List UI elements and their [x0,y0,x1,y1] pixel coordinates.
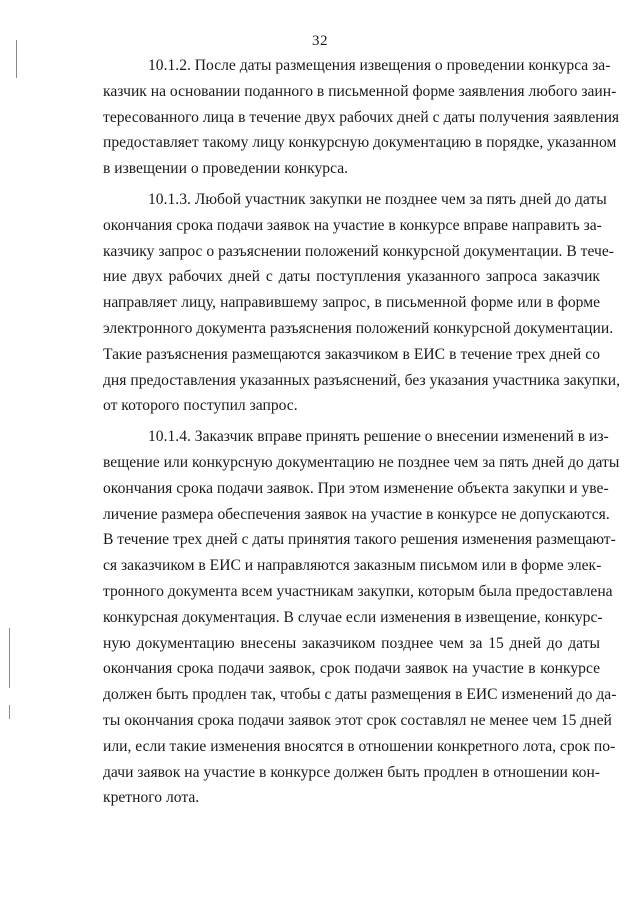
scan-edge-mark-bottom [9,705,10,719]
text-line: окончания срока подачи заявок, срок подачи заявок на участие в конкурсе [103,660,600,678]
text-line: ние двух рабочих дней с даты поступления указанного запроса заказчик [103,268,600,286]
text-line: 10.1.2. После даты размещения извещения о проведении конкурса за- [148,57,611,74]
text-line: ся заказчиком в ЕИС и направляются заказным письмом или в форме элек- [103,557,602,575]
text-line: вещение или конкурсную документацию не позднее чем за пять дней до даты [103,453,620,471]
text-line: казчик на основании поданного в письменной форме заявления любого заин- [103,82,617,100]
text-line: в извещении о проведении конкурса. [103,160,349,178]
document-body [103,53,621,811]
paragraph-10-1-3 [103,187,621,419]
text-line: дня предоставления указанных разъяснений, без указания участника закупки, [103,371,621,389]
text-line: направляет лицу, направившему запрос, в письменной форме или в форме [103,294,600,312]
paragraph-10-1-2 [103,53,620,182]
text-line: должен быть продлен так, чтобы с даты размещения в ЕИС изменений до да- [103,686,617,704]
text-line: 10.1.3. Любой участник закупки не позднее чем за пять дней до даты [148,190,607,208]
text-line: 10.1.4. Заказчик вправе принять решение о внесении изменений в из- [148,428,609,446]
text-line: личение размера обеспечения заявок на участие в конкурсе не допускаются. [103,505,610,523]
text-line: Такие разъяснения размещаются заказчиком в ЕИС в течение трех дней со [103,345,600,363]
text-line: кретного лота. [103,789,200,807]
text-line: тронного документа всем участникам закупки, которым была предоставлена [103,582,613,600]
text-line: казчику запрос о разъяснении положений конкурсной документации. В тече- [103,242,614,260]
paragraph-10-1-4 [103,424,620,811]
text-line: тересованного лица в течение двух рабочих дней с даты получения заявления [103,108,620,126]
text-line: ты окончания срока подачи заявок этот срок составлял не менее чем 15 дней [103,711,612,729]
text-line: конкурсная документация. В случае если изменения в извещение, конкурс- [103,608,603,626]
text-line: ную документацию внесены заказчиком позднее чем за 15 дней до даты [103,634,600,652]
text-line: электронного документа разъяснения положений конкурсной документации. [103,319,614,337]
text-line: окончания срока подачи заявок. При этом изменение объекта закупки и уве- [103,479,609,497]
text-line: предоставляет такому лицу конкурсную документацию в порядке, указанном [103,134,617,152]
page-number: 32 [312,33,328,49]
scan-edge-mark-middle [9,628,10,688]
text-line: дачи заявок на участие в конкурсе должен быть продлен в отношении кон- [103,763,600,781]
text-line: от которого поступил запрос. [103,397,298,415]
text-line: окончания срока подачи заявок на участие в конкурсе вправе направить за- [103,216,602,234]
text-line: В течение трех дней с даты принятия такого решения изменения размещают- [103,531,616,549]
text-line: или, если такие изменения вносятся в отношении конкретного лота, срок по- [103,737,616,755]
